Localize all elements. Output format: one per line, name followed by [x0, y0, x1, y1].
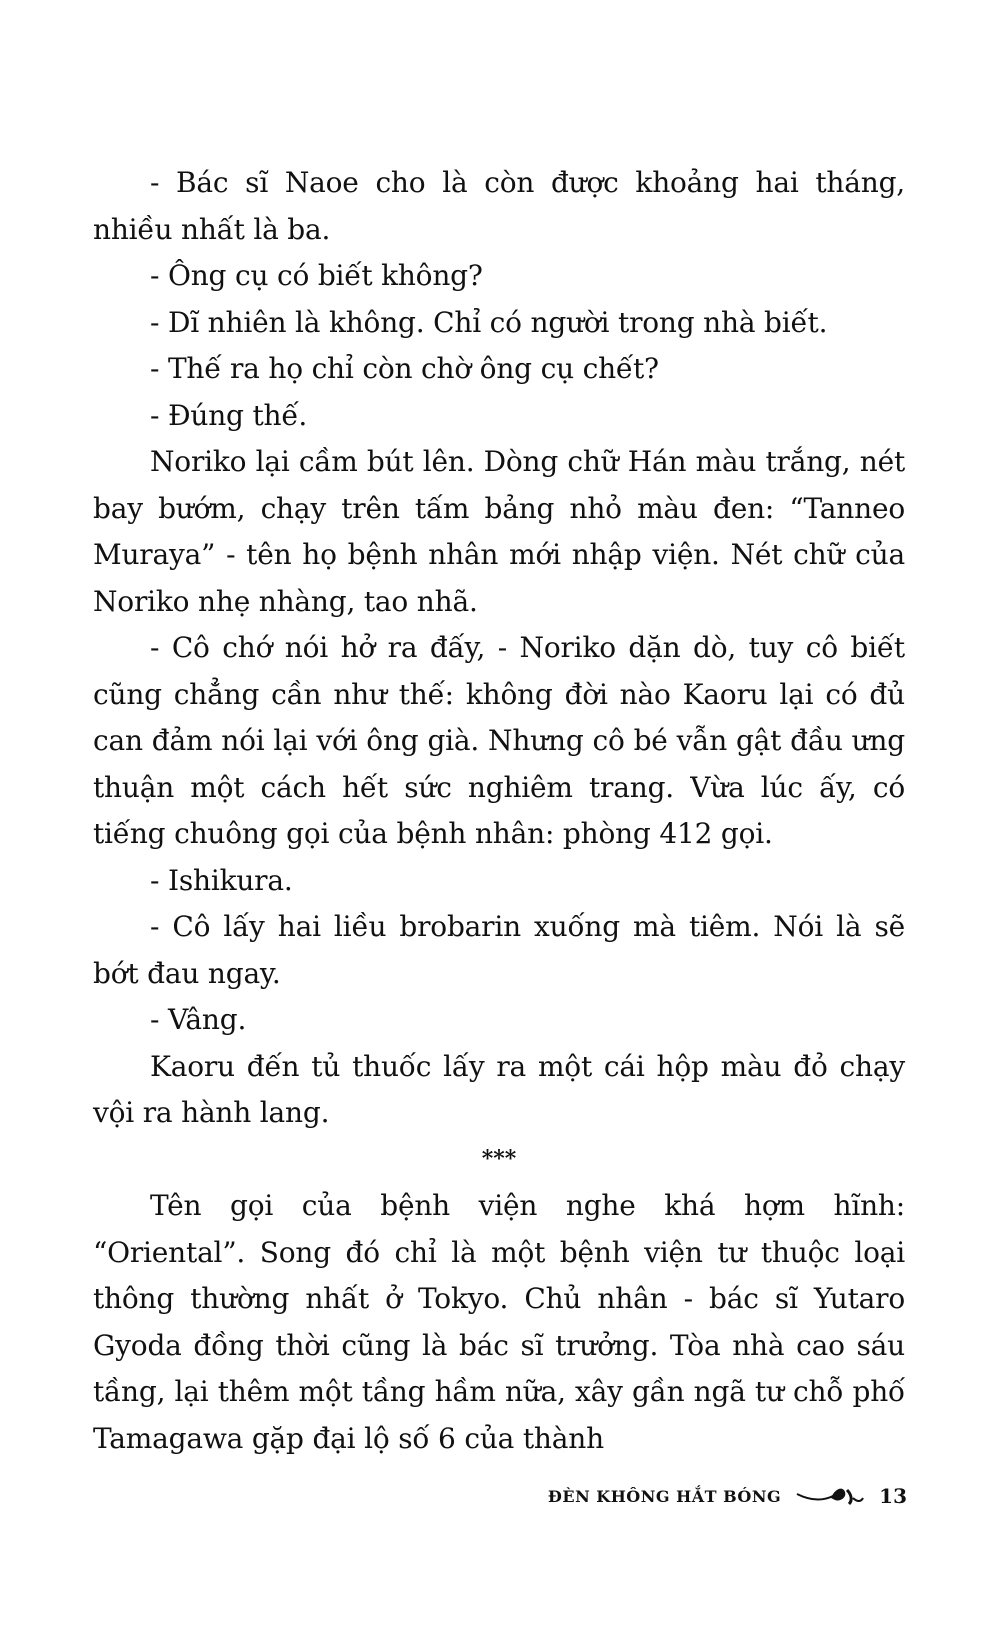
running-title: ĐÈN KHÔNG HẮT BÓNG: [547, 1486, 782, 1506]
paragraph: - Ishikura.: [150, 863, 293, 897]
paragraph: - Dĩ nhiên là không. Chỉ có người trong nhà biết.: [150, 305, 828, 339]
paragraph: - Đúng thế.: [150, 398, 308, 432]
swoosh-ornament-icon: [795, 1484, 865, 1508]
paragraph: - Cô chớ nói hở ra đấy, - Noriko dặn dò, tuy cô biết cũng chẳng cần như thế: không đời nào Kaoru lại có đủ can đảm nói lại với ông già. Nhưng cô bé vẫn gật đầu ưng thuận một cách hết sức nghiêm trang. Vừa lúc ấy, có tiếng chuông gọi của bệnh nhân: phòng 412 gọi.: [93, 631, 905, 850]
page-number: 13: [879, 1484, 907, 1508]
section-separator: ***: [481, 1145, 517, 1172]
paragraph: - Bác sĩ Naoe cho là còn được khoảng hai tháng, nhiều nhất là ba.: [93, 166, 905, 246]
paragraph: Kaoru đến tủ thuốc lấy ra một cái hộp màu đỏ chạy vội ra hành lang.: [93, 1049, 905, 1129]
paragraph: - Vâng.: [150, 1003, 247, 1036]
paragraph: - Cô lấy hai liều brobarin xuống mà tiêm. Nói là sẽ bớt đau ngay.: [93, 910, 905, 990]
paragraph: Noriko lại cầm bút lên. Dòng chữ Hán màu trắng, nét bay bướm, chạy trên tấm bảng nhỏ màu đen: “Tanneo Muraya” - tên họ bệnh nhân mới nhập viện. Nét chữ của Noriko nhẹ nhàng, tao nhã.: [93, 445, 905, 618]
page-footer: [548, 1480, 907, 1512]
paragraph: - Ông cụ có biết không?: [150, 259, 483, 292]
paragraph: - Thế ra họ chỉ còn chờ ông cụ chết?: [150, 352, 659, 385]
body-text: [93, 160, 905, 1462]
paragraph: Tên gọi của bệnh viện nghe khá hợm hĩnh: “Oriental”. Song đó chỉ là một bệnh viện tư thuộc loại thông thường nhất ở Tokyo. Chủ nhân - bác sĩ Yutaro Gyoda đồng thời cũng là bác sĩ trưởng. Tòa nhà cao sáu tầng, lại thêm một tầng hầm nữa, xây gần ngã tư chỗ phố Tamagawa gặp đại lộ số 6 của thành: [93, 1189, 905, 1455]
